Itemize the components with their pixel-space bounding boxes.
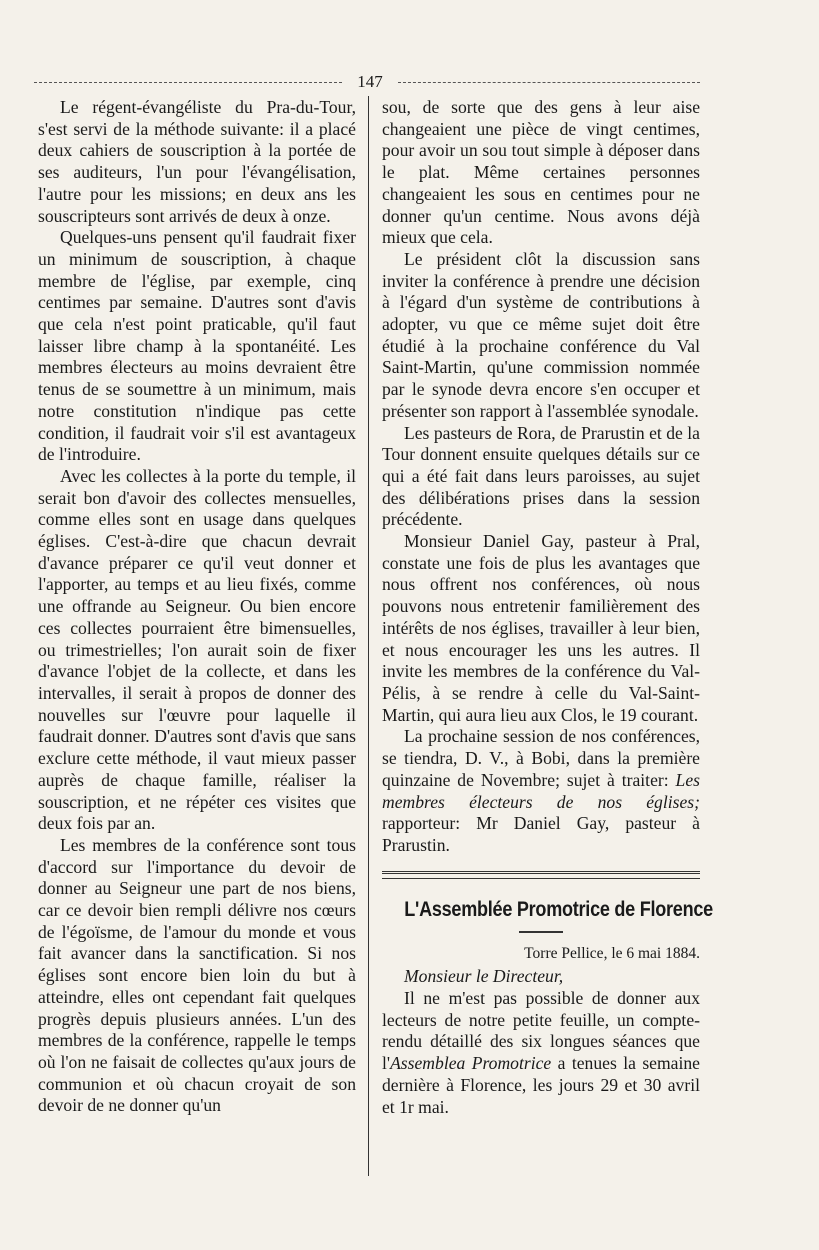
header-rule-right [398,82,700,83]
dateline: Torre Pellice, le 6 mai 1884. [524,944,700,962]
right-column [382,97,713,1118]
italic-text: Assemblea Promotrice [390,1053,552,1074]
paragraph [382,988,700,1118]
column-divider [368,96,369,1176]
paragraph: Quelques-uns pensent qu'il faudrait fixer un minimum de souscription, à chaque membre de l'église, par exemple, cinq centimes par semaine. D'autres sont d'avis que cela n'est point praticable, qu'il faut laisser libre champ à la spontanéité. Les membres électeurs au moins devraient être tenus de se soumettre à un minimum, mais notre constitution n'indique pas cette condition, il faudrait voir s'il est avantageux de l'introduire. [38,227,356,465]
page-header [34,72,700,92]
left-column [38,97,356,1117]
page-number: 147 [357,72,383,91]
rapporteur-text: Mr Daniel Gay, pasteur à Prarustin. [382,813,700,855]
topic-text: Les membres électeurs de nos églises; [382,769,700,812]
paragraph [382,726,700,856]
paragraph: Les pasteurs de Rora, de Prarustin et de la Tour donnent ensuite quelques détails sur ce qui a été fait dans leurs paroisses, au sujet des délibérations prises dans la session précédente. [382,422,700,530]
text: Il ne m'est pas possible de donner aux lecteurs de notre petite feuille, un compte-rendu détaillé des six longues séances que l' [382,988,700,1074]
paragraph: Les membres de la conférence sont tous d'accord sur l'importance du devoir de donner au Seigneur une part de nos biens, car ce devoir bien rempli délivre nos cœurs de l'égoïsme, de l'amour du monde et vous fait avancer dans la sanctification. Si nos églises sont encore bien loin du but à atteindre, elles ont cependant fait quelques progrès depuis plusieurs années. L'un des membres de la conférence, rappelle le temps où l'on ne faisait de collectes qu'aux jours de communion et où chacun croyait de son devoir de ne donner qu'un [38,834,356,1116]
text: rapporteur: [382,813,477,834]
paragraph: Monsieur Daniel Gay, pasteur à Pral, constate une fois de plus les avantages que nous offrent nos conférences, où nous pouvons nous entretenir familièrement des intérêts de nos églises, travailler à leur bien, et nous encourager les uns les autres. Il invite les membres de la conférence du Val-Pélis, à se rendre à celle du Val-Saint-Martin, qui aura lieu aux Clos, le 19 courant. [382,531,700,725]
article-title: L'Assemblée Promotrice de Florence [404,897,713,921]
title-dash [519,931,563,933]
paragraph: Le président clôt la discussion sans inviter la conférence à prendre une décision à l'égard d'un système de contributions à adopter, vu que ce même sujet doit être étudié à la prochaine conférence du Val Saint-Martin, qu'une commission nommée par le synode devra encore s'en occuper et présenter son rapport à l'assemblée synodale. [382,248,700,421]
header-rule-left [34,82,342,83]
salutation: Monsieur le Directeur, [404,966,564,987]
text: a tenues la semaine dernière à Florence, les jours 29 et 30 avril et 1r mai. [382,1053,700,1117]
section-separator [382,871,700,879]
text: La prochaine session de nos conférences, se tiendra, D. V., à Bobi, dans la première quinzaine de Novembre; sujet à traiter: [382,726,700,790]
paragraph: sou, de sorte que des gens à leur aise changeaient une pièce de vingt centimes, pour avoir un sou tout simple à déposer dans le plat. Même certaines personnes changeaient les sous en centimes pour ne donner qu'un centime. Nous avons déjà mieux que cela. [382,97,700,248]
paragraph: Avec les collectes à la porte du temple, il serait bon d'avoir des collectes mensuelles, comme elles sont en usage dans quelques églises. C'est-à-dire que chacun devrait d'avance préparer ce qu'il veut donner et l'apporter, au temps et au lieu fixés, comme une offrande au Seigneur. Ou bien encore ces collectes pourraient être bimensuelles, ou trimestrielles; l'on aurait soin de fixer d'avance l'objet de la collecte, et dans les intervalles, il serait à propos de donner des nouvelles sur l'œuvre pour laquelle il faudrait donner. D'autres sont d'avis que sans exclure cette méthode, il vaut mieux passer auprès de chaque famille, réaliser la souscription, et ne répéter ces visites que deux fois par an. [38,465,356,834]
paragraph: Le régent-évangéliste du Pra-du-Tour, s'est servi de la méthode suivante: il a placé deux cahiers de souscription à la portée de ses auditeurs, l'un pour l'évangélisation, l'autre pour les missions; en deux ans les souscripteurs sont arrivés de deux à onze. [38,97,356,226]
